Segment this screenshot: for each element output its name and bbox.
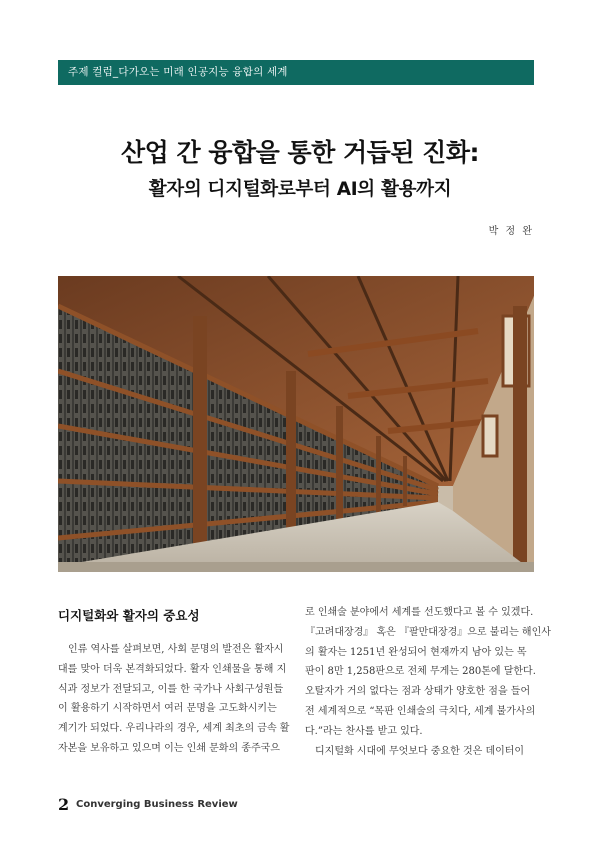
left-column — [58, 640, 290, 759]
section-heading: 디지털화와 활자의 중요성 — [58, 608, 200, 623]
article-title: 산업 간 융합을 통한 거듭된 진화: — [121, 138, 479, 167]
paragraph-line: 오탈자가 거의 없다는 점과 상태가 양호한 점을 들어 — [305, 686, 531, 698]
paragraph-line: 인류 역사를 살펴보면, 사회 문명의 발전은 활자시 — [68, 644, 284, 655]
paragraph-line: 계기가 되었다. 우리나라의 경우, 세계 최초의 금속 활 — [58, 723, 290, 735]
paragraph-line: 디지털화 시대에 무엇보다 중요한 것은 데이터이 — [315, 745, 525, 757]
paragraph-line: 의 활자는 1251년 완성되어 현재까지 남아 있는 목 — [305, 646, 527, 658]
right-column — [305, 603, 551, 761]
paragraph-line: 다.”라는 찬사를 받고 있다. — [305, 725, 423, 737]
article-subtitle: 활자의 디지털화로부터 AI의 활용까지 — [148, 179, 452, 200]
author-name: 박 정 완 — [488, 226, 534, 237]
topic-banner: 주제 컬럼_다가오는 미래 인공지능 융합의 세계 — [58, 60, 534, 85]
paragraph-line: 자본을 보유하고 있으며 이는 인쇄 문화의 종주국으 — [58, 742, 280, 754]
paragraph-line: 판이 8만 1,258판으로 전체 무게는 280톤에 달한다. — [305, 666, 536, 678]
publication-name: Converging Business Review — [76, 799, 238, 810]
paragraph-line: 식과 정보가 전달되고, 이를 한 국가나 사회구성원들 — [58, 683, 284, 695]
paragraph-line: 로 인쇄술 분야에서 세계를 선도했다고 볼 수 있겠다. — [305, 607, 534, 618]
paragraph-line: 전 세계적으로 “목판 인쇄술의 극치다, 세계 불가사의 — [305, 705, 536, 717]
paragraph-line: 『고려대장경』 혹은 『팔만대장경』으로 불리는 해인사 — [305, 626, 551, 638]
paragraph-line: 대를 맞아 더욱 본격화되었다. 활자 인쇄물을 통해 지 — [58, 663, 287, 675]
library-photo — [58, 276, 534, 572]
page-number: 2 — [58, 795, 70, 814]
paragraph-line: 이 활용하기 시작하면서 여러 문명을 고도화시키는 — [58, 703, 277, 715]
